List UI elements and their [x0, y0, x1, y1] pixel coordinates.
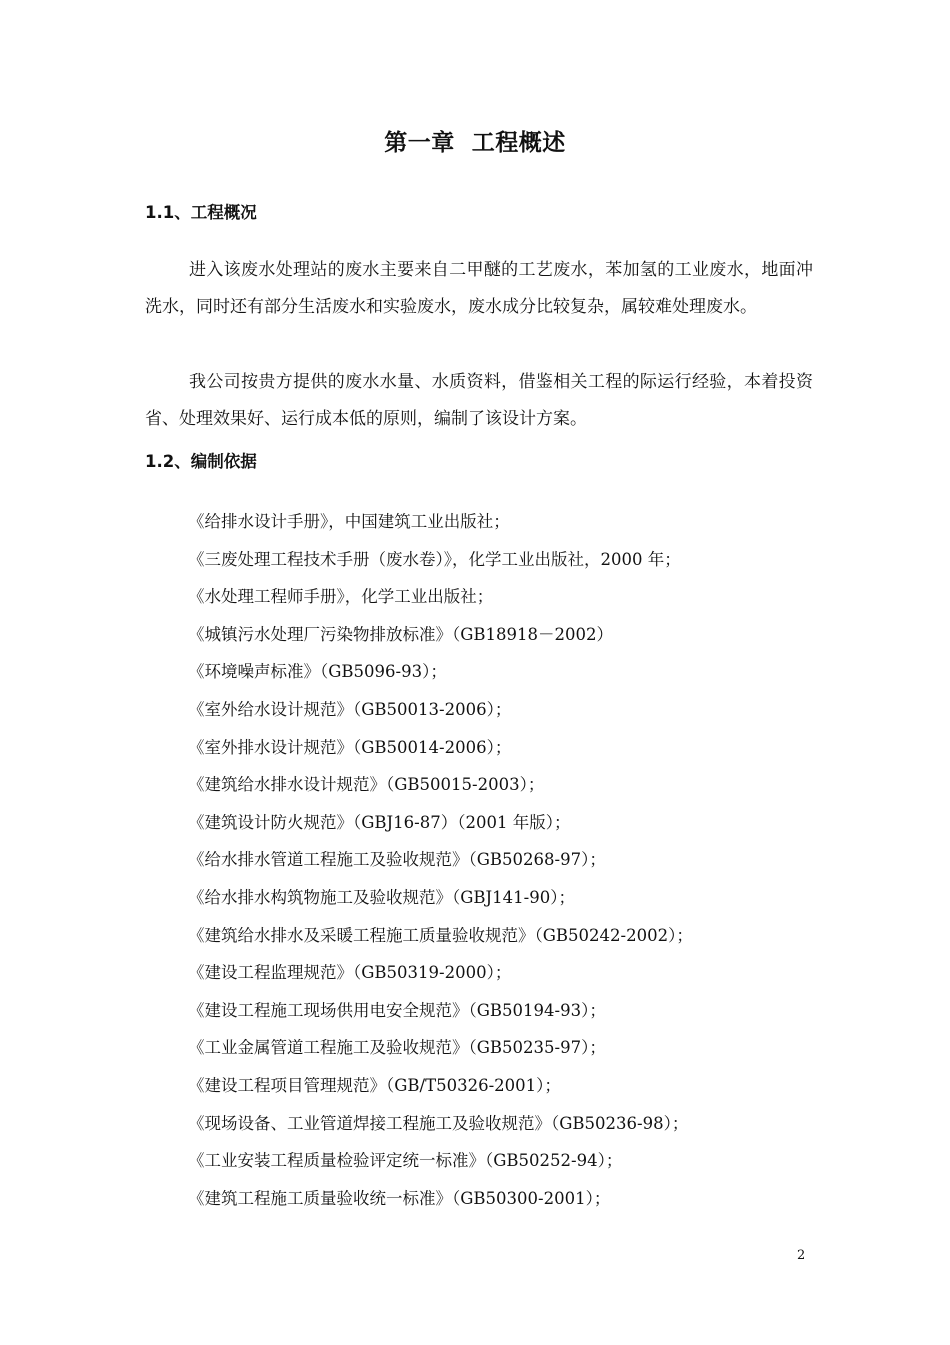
reference-item: 《建筑给水排水及采暖工程施工质量验收规范》（GB50242-2002）； [188, 925, 693, 945]
reference-item: 《给水排水管道工程施工及验收规范》（GB50268-97）； [188, 850, 606, 870]
reference-item: 《工业金属管道工程施工及验收规范》（GB50235-97）； [188, 1038, 606, 1058]
reference-item: 《三废处理工程技术手册（废水卷）》，化学工业出版社，2000 年； [188, 549, 681, 569]
reference-item: 《给水排水构筑物施工及验收规范》（GBJ141-90）； [188, 887, 575, 907]
section-heading-overview: 1.1、工程概况 [145, 203, 257, 222]
reference-list [188, 503, 693, 1217]
chapter-title: 第一章 工程概述 [384, 130, 566, 156]
overview-paragraph-2: 我公司按贵方提供的废水水量、水质资料，借鉴相关工程的际运行经验，本着投资省、处理效果好、运行成本低的原则，编制了该设计方案。 [145, 372, 813, 429]
reference-item: 《室外给水设计规范》（GB50013-2006）； [188, 699, 512, 719]
reference-item: 《建筑给水排水设计规范》（GB50015-2003）； [188, 775, 545, 795]
reference-item: 《现场设备、工业管道焊接工程施工及验收规范》（GB50236-98）； [188, 1113, 689, 1133]
reference-item: 《建筑工程施工质量验收统一标准》（GB50300-2001）； [188, 1188, 611, 1208]
reference-item: 《环境噪声标准》（GB5096-93）； [188, 662, 447, 682]
reference-item: 《建筑设计防火规范》（GBJ16-87）（2001 年版）； [188, 812, 571, 832]
reference-item: 《建设工程项目管理规范》（GB/T50326-2001）； [188, 1075, 561, 1095]
page-number: 2 [797, 1248, 806, 1263]
reference-item: 《室外排水设计规范》（GB50014-2006）； [188, 737, 512, 757]
reference-item: 《建设工程施工现场供用电安全规范》（GB50194-93）； [188, 1000, 606, 1020]
reference-item: 《水处理工程师手册》，化学工业出版社； [188, 587, 494, 607]
reference-item: 《建设工程监理规范》（GB50319-2000）； [188, 963, 512, 983]
reference-item: 《给排水设计手册》，中国建筑工业出版社； [188, 512, 510, 531]
overview-paragraph-1: 进入该废水处理站的废水主要来自二甲醚的工艺废水，苯加氢的工业废水，地面冲洗水，同时还有部分生活废水和实验废水，废水成分比较复杂，属较难处理废水。 [145, 260, 813, 317]
reference-item: 《城镇污水处理厂污染物排放标准》（GB18918－2002） [188, 624, 614, 644]
section-heading-basis: 1.2、编制依据 [145, 452, 257, 471]
reference-item: 《工业安装工程质量检验评定统一标准》（GB50252-94）； [188, 1151, 623, 1171]
